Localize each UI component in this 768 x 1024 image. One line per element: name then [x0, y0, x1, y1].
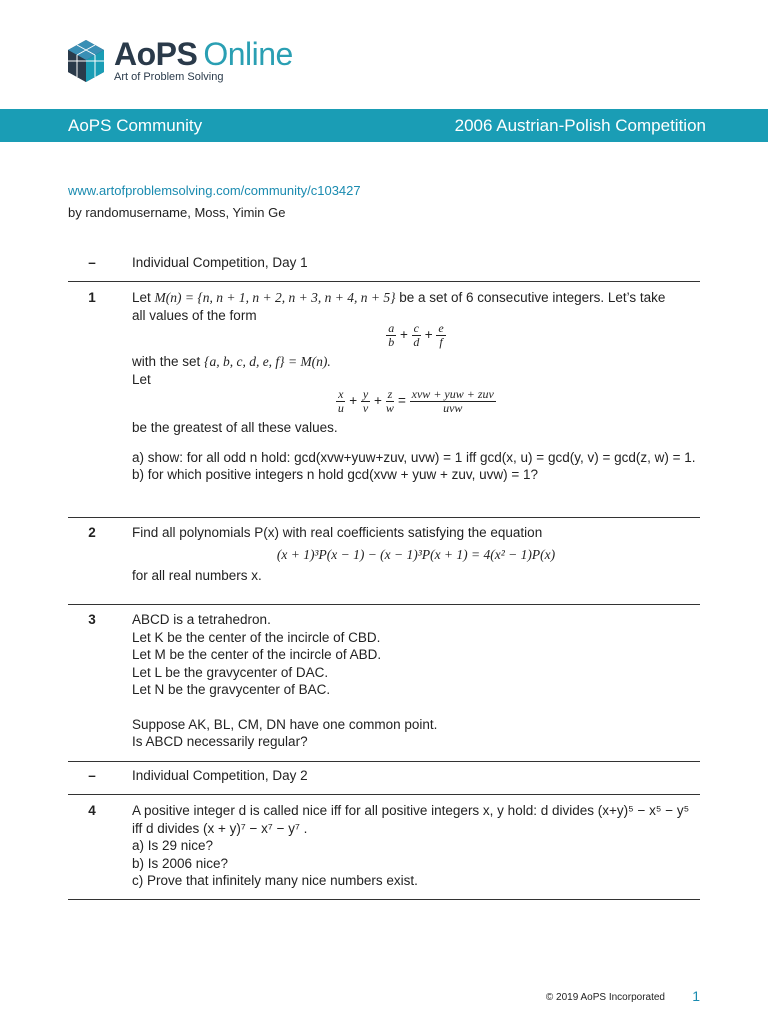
p3-text: Let K be the center of the incircle of CBD. — [132, 629, 381, 645]
header-bar — [0, 109, 768, 142]
p4-text: A positive integer d is called nice iff for all positive integers x, y hold: d divides (x+y)⁵ − x⁵ − y⁵ — [132, 803, 690, 818]
p1-text: with the set — [132, 354, 205, 369]
p1-text: be the greatest of all these values. — [132, 420, 338, 435]
meta-block — [68, 180, 361, 224]
p3-text: Let M be the center of the incircle of ABD. — [132, 647, 382, 662]
brand-tagline: Art of Problem Solving — [114, 71, 224, 83]
p4-question-a: a) Is 29 nice? — [132, 838, 214, 853]
p1-formula-1: $\frac{a}{b}$ + $\frac{c}{d}$ + $\frac{e}{f}$ — [388, 321, 444, 349]
brand-name: AoPS — [114, 36, 198, 72]
p1-text: be a set of 6 consecutive integers. Let’s take — [395, 290, 666, 305]
divider — [68, 604, 700, 605]
p1-formula-2: $\frac{x}{u}$ + $\frac{y}{v}$ + $\frac{z}{w}$ = $\frac{\text{xvw + yuw + zuv}}{\text{uvw}}$ — [337, 387, 494, 415]
p2-text: Find all polynomials P(x) with real coefficients satisfying the equation — [132, 525, 543, 540]
page-number: 1 — [692, 988, 700, 1004]
problem-number: 1 — [88, 290, 96, 305]
brand-name-light: Online — [203, 36, 293, 72]
p4-text: iff d divides (x + y)⁷ − x⁷ − y⁷ . — [132, 820, 308, 836]
p1-text: Let — [132, 371, 151, 387]
p1-math: {a, b, c, d, e, f} = M(n). — [204, 354, 331, 369]
p1-text: Let — [132, 290, 155, 305]
problem-number: 3 — [88, 612, 96, 627]
section-marker: – — [88, 768, 96, 783]
divider — [68, 761, 700, 762]
copyright: © 2019 AoPS Incorporated — [545, 992, 665, 1003]
header-community[interactable]: AoPS Community — [68, 116, 203, 135]
p3-text: Is ABCD necessarily regular? — [132, 734, 308, 749]
section-marker: – — [88, 255, 96, 270]
p1-text: all values of the form — [132, 307, 257, 323]
p3-text: Let L be the gravycenter of DAC. — [132, 664, 329, 680]
authors: by randomusername, Moss, Yimin Ge — [68, 205, 286, 220]
problem-1 — [68, 289, 700, 514]
p1-math: M(n) = {n, n + 1, n + 2, n + 3, n + 4, n + 5} — [154, 290, 396, 305]
p2-text: for all real numbers x. — [132, 568, 262, 583]
divider — [68, 899, 700, 900]
section-title: Individual Competition, Day 2 — [132, 768, 308, 783]
problem-number: 2 — [88, 525, 96, 540]
p1-question-a: a) show: for all odd n hold: gcd(xvw+yuw+zuv, uvw) = 1 iff gcd(x, u) = gcd(y, v) = gcd(z, w) = 1. — [132, 449, 696, 465]
header-competition: 2006 Austrian-Polish Competition — [454, 116, 706, 135]
logo-cube-icon — [66, 38, 106, 84]
divider — [68, 794, 700, 795]
p2-equation: (x + 1)³P(x − 1) − (x − 1)³P(x + 1) = 4(x² − 1)P(x) — [276, 546, 556, 562]
p4-question-b: b) Is 2006 nice? — [132, 855, 229, 871]
problem-number: 4 — [88, 803, 96, 818]
p3-text: Suppose AK, BL, CM, DN have one common point. — [132, 716, 438, 732]
p1-question-b: b) for which positive integers n hold gcd(xvw + yuw + zuv, uvw) = 1? — [132, 467, 539, 482]
p3-text: ABCD is a tetrahedron. — [132, 612, 271, 627]
section-title: Individual Competition, Day 1 — [132, 255, 308, 270]
divider — [68, 281, 700, 282]
p4-question-c: c) Prove that infinitely many nice numbers exist. — [132, 873, 418, 888]
divider — [68, 517, 700, 518]
community-link[interactable]: www.artofproblemsolving.com/community/c103427 — [68, 183, 361, 198]
p3-text: Let N be the gravycenter of BAC. — [132, 682, 331, 697]
